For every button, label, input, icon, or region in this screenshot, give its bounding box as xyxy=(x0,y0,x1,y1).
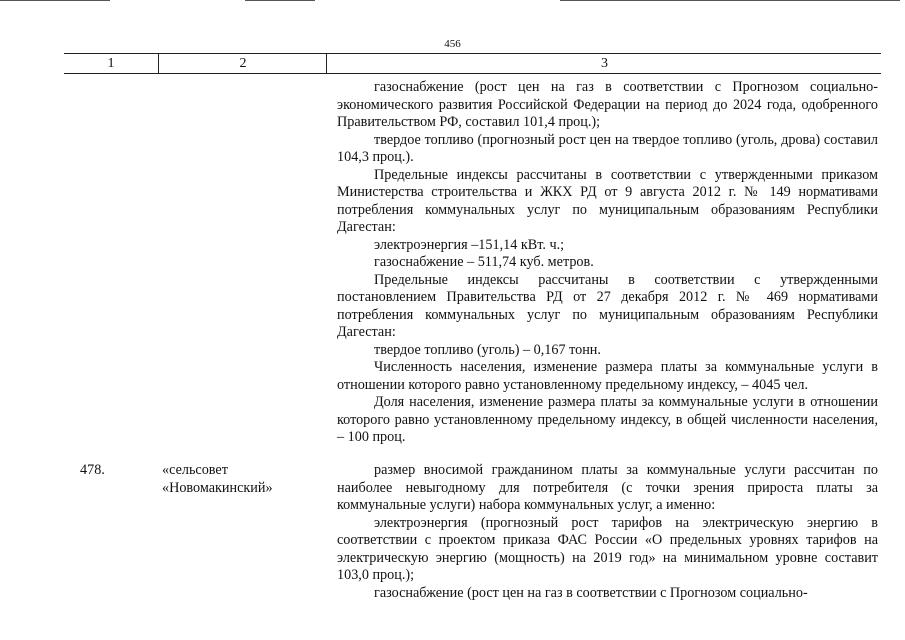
paragraph: газоснабжение (рост цен на газ в соответствии с Прогнозом социально-экономического развития Российской Федерации на период до 2024 года, одобренного Правительством РФ, составил 101,4 проц.); xyxy=(337,79,878,130)
row-478-description xyxy=(337,462,878,602)
paragraph: электроэнергия (прогнозный рост тарифов на электрическую энергию в соответствии с проектом приказа ФАС России «О предельных уровнях тарифов на электрическую энергию (мощность) на 2019 год» на минимальном уровне составит 103,0 проц.); xyxy=(337,514,878,583)
paragraph: Предельные индексы рассчитаны в соответствии с утвержденными приказом Министерства строительства и ЖКХ РД от 9 августа 2012 г. № 149 нормативами потребления коммунальных услуг по муниципальным образованиям Республики Дагестан: xyxy=(337,166,878,235)
municipality-name-line-1: «сельсовет xyxy=(162,462,228,478)
paragraph: размер вносимой гражданином платы за коммунальные услуги рассчитан по наиболее невыгодному для потребителя (с точки зрения прироста платы за коммунальные услуги) набора коммунальных услуг, а именно: xyxy=(337,462,878,513)
table-header-col-1: 1 xyxy=(107,56,115,71)
municipality-name xyxy=(162,462,332,497)
table-header-row xyxy=(64,53,881,74)
paragraph: Доля населения, изменение размера платы за коммунальные услуги в отношении которого равно установленному предельному индексу, в общей численности населения, – 100 проц. xyxy=(337,394,878,445)
scan-edge-line-right xyxy=(560,0,900,1)
paragraph: Предельные индексы рассчитаны в соответствии с утвержденными постановлением Правительства РД от 27 декабря 2012 г. № 469 нормативами потребления коммунальных услуг по муниципальным образованиям Республики Дагестан: xyxy=(337,271,878,340)
row-number: 478. xyxy=(80,462,105,478)
paragraph: твердое топливо (прогнозный рост цен на твердое топливо (уголь, дрова) составил 104,3 проц.). xyxy=(337,131,878,165)
table-header-col-2: 2 xyxy=(158,54,327,73)
scan-edge-line-mid xyxy=(245,0,315,1)
table-header-col-3: 3 xyxy=(326,54,882,73)
paragraph: Численность населения, изменение размера платы за коммунальные услуги в отношении которого равно установленному предельному индексу, – 4045 чел. xyxy=(337,359,878,393)
paragraph: твердое топливо (уголь) – 0,167 тонн. xyxy=(374,341,601,358)
scan-edge-line-left xyxy=(0,0,110,1)
paragraph: газоснабжение – 511,74 куб. метров. xyxy=(374,254,594,270)
page-number: 456 xyxy=(444,38,461,50)
column-3-continued-text xyxy=(337,79,878,447)
municipality-name-line-2: «Новомакинский» xyxy=(162,479,273,496)
paragraph: электроэнергия –151,14 кВт. ч.; xyxy=(374,236,565,253)
paragraph: газоснабжение (рост цен на газ в соответствии с Прогнозом социально- xyxy=(374,584,808,601)
